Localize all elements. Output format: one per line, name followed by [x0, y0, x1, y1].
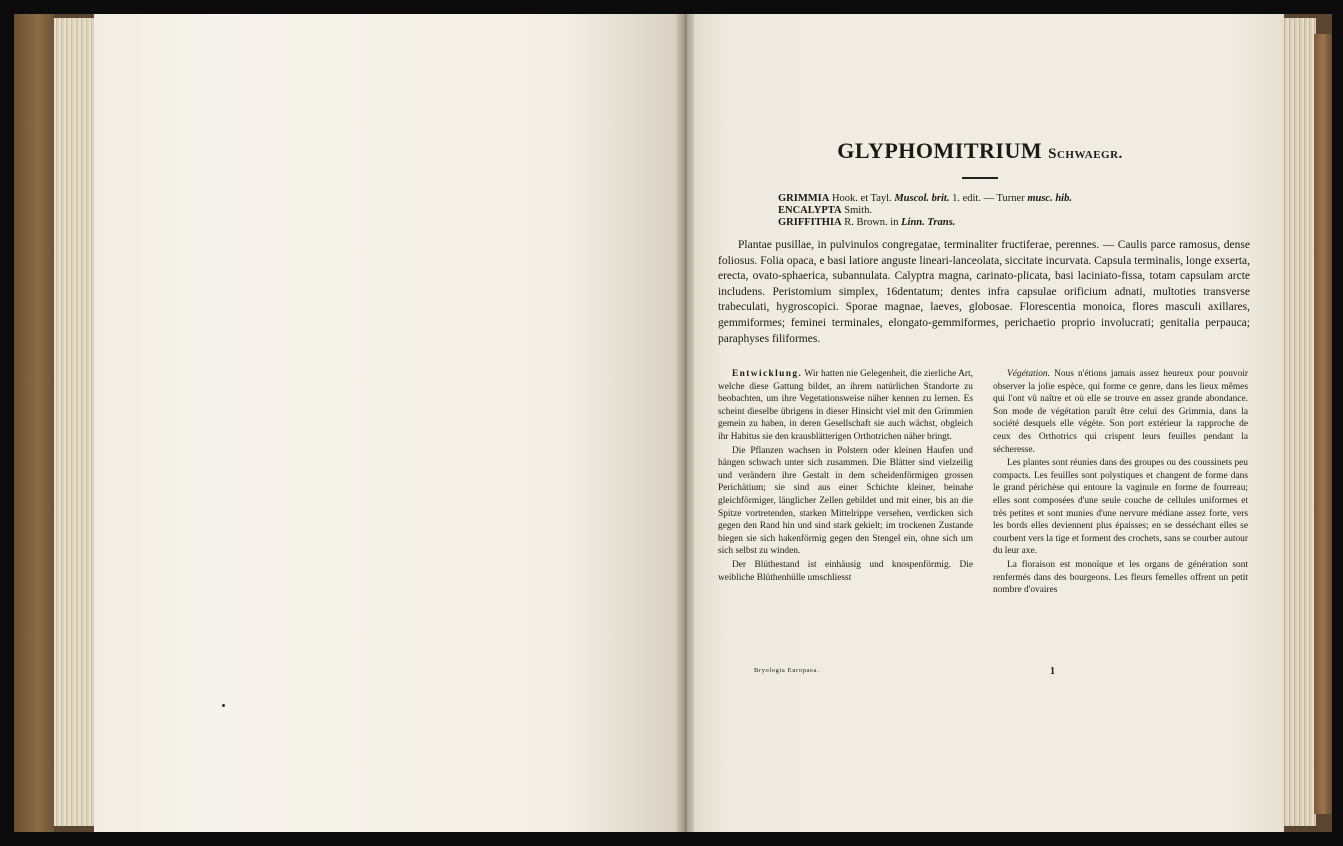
book-cover-right — [1314, 34, 1332, 814]
footer-sheet-number: 1 — [1050, 666, 1055, 677]
genus-name: GLYPHOMITRIUM — [837, 138, 1043, 163]
french-paragraph: La floraison est monoïque et les organs de génération sont renfermés dans des bourgeons. Les fleurs femelles offrent un petit nombre d'ovaires — [993, 559, 1248, 596]
page-edges-right — [1282, 18, 1316, 826]
latin-description: Plantae pusillae, in pulvinulos congregatae, terminaliter fructiferae, perennes. — Caulis parce ramosus, dense foliosus. Folia opaca, e basi latiore anguste lineari-lanceolata, siccitate incurvata. Capsula terminalis, longe exserta, erecta, ovato-sphaerica, subannulata. Calyptra magna, carinato-plicata, basi laciniato-fissa, totam capsulam arcte includens. Peristomium simplex, 16dentatum; dentes infra capsulae orificium adnati, multoties transverse trabeculati, hygroscopici. Sporae magnae, laeves, globosae. Florescentia monoica, flores masculi axillares, gemmiformes; feminei terminales, elongato-gemmiformes, perichaetio proprio involucrati; genitalia perpauca; paraphyses filiformes. — [718, 239, 1250, 345]
french-paragraph: Les plantes sont réunies dans des groupes ou des coussinets peu compacts. Les feuilles sont polystiques et changent de forme dans le grand périchèse qui entoure la vaginule en forme de fourreau; elles sont composées d'une seule couche de cellules uniformes et très petites et sont munies d'une nervure médiane assez forte, vers les bords elles deviennent plus épaisses; en se desséchant elles se courbent vers la tige et forment des crochets, sans se courber autour du leur axe. — [993, 458, 1248, 557]
synonym-line: GRIMMIA Hook. et Tayl. Muscol. brit. 1. edit. — Turner musc. hib. — [778, 193, 1072, 204]
title-rule — [962, 177, 998, 179]
speck — [222, 704, 225, 707]
german-paragraph: Der Blüthestand ist einhäusig und knospenförmig. Die weibliche Blüthenhülle umschliesst — [718, 559, 973, 583]
german-paragraph: Wir hatten nie Gelegenheit, die zierliche Art, welche diese Gattung bildet, an ihrem natürlichen Standorte zu beobachten, um ihre Vegetationsweise näher kennen zu lernen. Es scheint dieselbe übrigens in dieser Hinsicht viel mit den Grimmien gemein zu haben, in deren Gesellschaft sie auch wächst, obgleich ihr Habitus sie den krausblätterigen Orthotrichen näher bringt. — [718, 369, 973, 442]
page-title — [710, 138, 1250, 164]
book-gutter — [676, 14, 696, 832]
footer-signature: Bryologia Europaea. — [754, 667, 820, 674]
synonym-list — [778, 193, 1248, 229]
french-heading: Végétation. — [1007, 369, 1050, 379]
german-column — [718, 368, 973, 585]
german-paragraph: Die Pflanzen wachsen in Polstern oder kleinen Haufen und hängen schwach unter sich zusammen. Die Blätter sind vielzeilig und verändern ihre Gestalt in dem scheidenförmigen grossen Perichätium; sie sind aus einer Schichte kleiner, beinahe gleichförmiger, länglicher Zellen gebildet und mit einer, bis an die Spitze vortretenden, starken Mittelrippe versehen, verdicken sich gegen den Rand hin und sind stark gekielt; im trockenen Zustande biegen sie sich hakenförmig gegen den Stengel ein, ohne sich um sich selbst zu winden. — [718, 445, 973, 557]
book-cover-left — [14, 14, 54, 832]
genus-authority: Schwaegr. — [1048, 146, 1123, 162]
french-paragraph: Nous n'étions jamais assez heureux pour pouvoir observer la jolie espèce, qui forme ce genre, dans les lieux mêmes qui l'ont vû naître et où elle se trouve en assez grande abondance. Son mode de végétation paraît être celui des Grimmia, dans la société desquels elle végète. Son port extérieur la rapproche de ceux des Orthotrics qui crispent leurs feuilles pendant la sécheresse. — [993, 369, 1249, 455]
synonym-line: ENCALYPTA Smith. — [778, 205, 872, 216]
french-column — [993, 368, 1248, 598]
german-heading: Entwicklung. — [732, 369, 803, 379]
blank-left-page — [94, 14, 679, 832]
synonym-line: GRIFFITHIA R. Brown. in Linn. Trans. — [778, 217, 956, 228]
